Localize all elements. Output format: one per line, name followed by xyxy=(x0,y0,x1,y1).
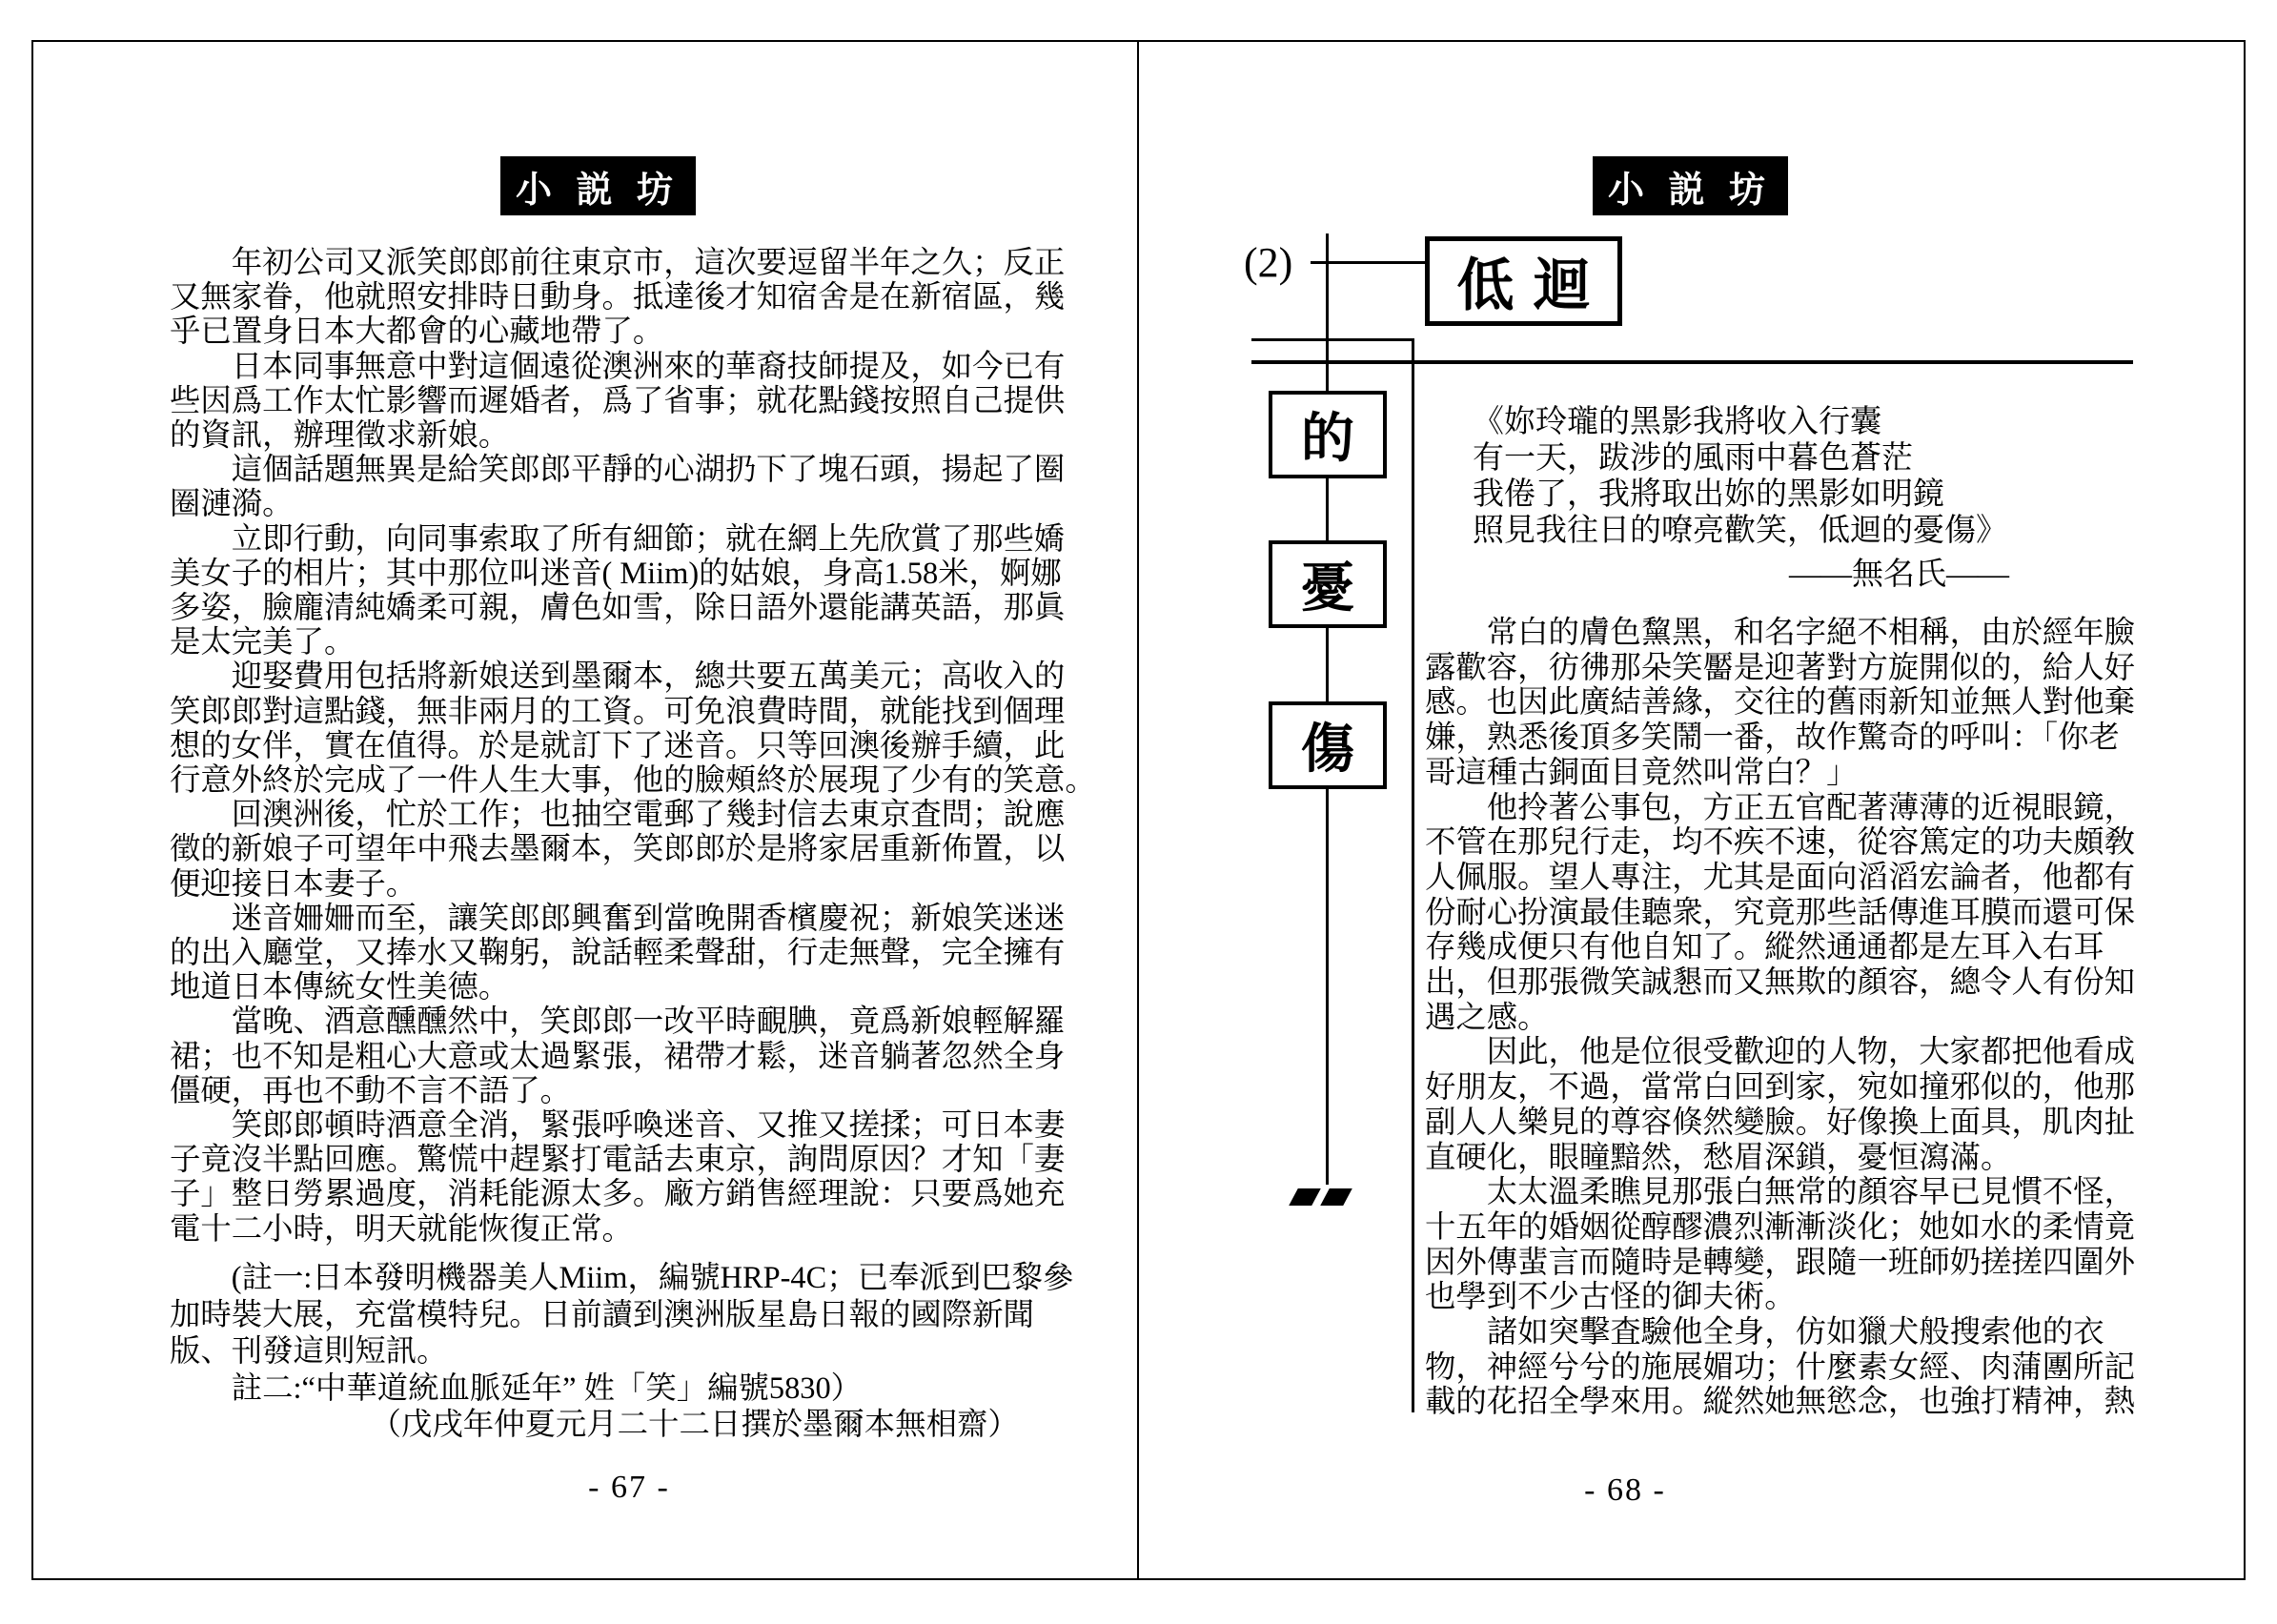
text-line: 日本同事無意中對這個遠從澳洲來的華裔技師提及，如今已有 xyxy=(170,349,1066,384)
text-line: 十五年的婚姻從醇醪濃烈漸漸淡化；她如水的柔情竟 xyxy=(1425,1209,2135,1245)
text-line: 遇之感。 xyxy=(1425,1000,1549,1035)
text-line: 加時裝大展，充當模特兒。日前讀到澳洲版星島日報的國際新聞 xyxy=(170,1297,1034,1332)
text-line: 的資訊，辦理徵求新娘。 xyxy=(170,418,510,454)
story-title-box xyxy=(1425,236,1622,326)
text-line: 笑郎郎頓時酒意全消，緊張呼喚迷音、又推又搓揉；可日本妻 xyxy=(170,1108,1066,1144)
text-line: 載的花招全學來用。縱然她無慾念，也強打精神，熱 xyxy=(1425,1385,2135,1420)
text-line: 回澳洲後，忙於工作；也抽空電郵了幾封信去東京査問；說應 xyxy=(170,798,1066,833)
text-line: 感。也因此廣結善緣，交往的舊雨新知並無人對他棄 xyxy=(1425,685,2135,721)
column-badge-right-label: 小 説 坊 xyxy=(1607,170,1773,211)
part-number: (2) xyxy=(1244,239,1293,286)
text-line: 《妳玲瓏的黑影我將收入行囊 xyxy=(1473,405,1881,439)
header-rule-short xyxy=(1251,338,1414,341)
poem-attribution: ——無名氏—— xyxy=(1789,558,2009,592)
poem-quote xyxy=(1473,404,2197,549)
text-line: 電十二小時，明天就能恢復正常。 xyxy=(170,1211,633,1247)
text-line: 立即行動，向同事索取了所有細節；就在網上先欣賞了那些嬌 xyxy=(170,521,1066,557)
text-line: 是太完美了。 xyxy=(170,625,356,660)
text-line: 照見我往日的嘹亮歡笑，低迴的憂傷》 xyxy=(1473,514,2007,548)
text-line: 我倦了，我將取出妳的黑影如明鏡 xyxy=(1473,477,1944,512)
page-68 xyxy=(1139,40,2246,1580)
text-line: 哥這種古銅面目竟然叫常白？」 xyxy=(1425,755,1858,790)
text-line: 露歡容，彷彿那朵笑靨是迎著對方旋開似的，給人好 xyxy=(1425,650,2135,685)
ditto-mark xyxy=(1293,1188,1356,1210)
subtitle-char-box-1 xyxy=(1269,391,1387,478)
page-number-67: - 67 - xyxy=(588,1470,670,1505)
text-line: 好朋友，不過，當常白回到家，宛如撞邪似的，他那 xyxy=(1425,1070,2135,1106)
text-line: (註一:日本發明機器美人Miim，編號HRP-4C；已奉派到巴黎參 xyxy=(170,1261,1074,1295)
text-line: 諸如突擊査驗他全身，仿如獵犬般搜索他的衣 xyxy=(1425,1315,2104,1350)
subtitle-char-3: 傷 xyxy=(1301,721,1354,780)
text-line: 這個話題無異是給笑郎郎平靜的心湖扔下了塊石頭，揚起了圈 xyxy=(170,453,1066,488)
text-line: 嫌，熟悉後頂多笑鬧一番，故作驚奇的呼叫：「你老 xyxy=(1425,721,2120,756)
text-line: 因此，他是位很受歡迎的人物，大家都把他看成 xyxy=(1425,1035,2135,1070)
story-text-left xyxy=(170,246,1104,1247)
column-badge-left-label: 小 説 坊 xyxy=(515,170,681,211)
header-rule-long xyxy=(1251,360,2133,364)
text-line: 他拎著公事包，方正五官配著薄薄的近視眼鏡， xyxy=(1425,790,2135,825)
page-number-68: - 68 - xyxy=(1584,1472,1666,1508)
text-line: 便迎接日本妻子。 xyxy=(170,866,417,902)
text-line: 不管在那兒行走，均不疾不速，從容篤定的功夫頗敎 xyxy=(1425,825,2135,861)
text-left-vertical-rule xyxy=(1412,338,1414,1412)
text-line: 出，但那張微笑誠懇而又無欺的顏容，總令人有份知 xyxy=(1425,965,2135,1001)
column-badge-right xyxy=(1593,156,1788,215)
text-line: 直硬化，眼瞳黯然，愁眉深鎖，憂恒瀉滿。 xyxy=(1425,1140,2012,1175)
text-line: 物，神經兮兮的施展媚功；什麼素女經、肉蒲團所記 xyxy=(1425,1350,2135,1385)
text-line: 人佩服。望人專注，尤其是面向滔滔宏論者，他都有 xyxy=(1425,860,2135,895)
page-67 xyxy=(31,40,1137,1580)
column-badge-left xyxy=(500,156,696,215)
text-line: 圈漣漪。 xyxy=(170,487,294,522)
text-line: 版、刊發這則短訊。 xyxy=(170,1334,448,1369)
subtitle-char-box-2 xyxy=(1269,540,1387,628)
text-line: 子」整日勞累過度，消耗能源太多。廠方銷售經理說：只要爲她充 xyxy=(170,1177,1066,1212)
text-line: 乎已置身日本大都會的心藏地帶了。 xyxy=(170,315,664,350)
story-title: 低迴 xyxy=(1456,254,1610,317)
text-line: 的出入廳堂，又捧水又鞠躬，說話輕柔聲甜，行走無聲，完全擁有 xyxy=(170,936,1066,971)
text-line: 常白的膚色黧黑，和名字絕不相稱，由於經年臉 xyxy=(1425,616,2135,650)
text-line: 迎娶費用包括將新娘送到墨爾本，總共要五萬美元；高收入的 xyxy=(170,660,1066,695)
text-line: 多姿，臉龐清純嬌柔可親，膚色如雪，除日語外還能講英語，那眞 xyxy=(170,591,1066,626)
text-line: 僵硬，再也不動不言不語了。 xyxy=(170,1073,572,1108)
text-line: 因外傳蜚言而隨時是轉變，跟隨一班師奶搓搓四圍外 xyxy=(1425,1245,2135,1280)
subtitle-char-1: 的 xyxy=(1301,410,1354,469)
text-line: 想的女伴，實在值得。於是就訂下了迷音。只等回澳後辦手續，此 xyxy=(170,728,1066,763)
text-line: 子竟沒半點回應。驚慌中趕緊打電話去東京，詢問原因？才知「妻 xyxy=(170,1143,1066,1178)
text-line: 地道日本傳統女性美德。 xyxy=(170,970,510,1005)
text-line: 笑郎郎對這點錢，無非兩月的工資。可免浪費時間，就能找到個理 xyxy=(170,694,1066,729)
text-line: 當晚、酒意醺醺然中，笑郎郎一改平時靦腆，竟爲新娘輕解羅 xyxy=(170,1005,1066,1040)
subtitle-char-box-3 xyxy=(1269,701,1387,789)
text-line: （戊戌年仲夏元月二十二日撰於墨爾本無相齋） xyxy=(170,1408,1019,1442)
text-line: 註二:“中華道統血脈延年” 姓「笑」編號5830） xyxy=(170,1370,863,1406)
text-line: 徵的新娘子可望年中飛去墨爾本，笑郎郎於是將家居重新佈置，以 xyxy=(170,832,1066,867)
text-line: 年初公司又派笑郎郎前往東京市，這次要逗留半年之久；反正 xyxy=(170,246,1066,280)
footnote-text xyxy=(170,1260,1104,1444)
text-line: 太太溫柔瞧見那張白無常的顏容早已見慣不怪， xyxy=(1425,1175,2135,1210)
text-line: 迷音姍姍而至，讓笑郎郎興奮到當晚開香檳慶祝；新娘笑迷迷 xyxy=(170,901,1066,936)
story-text-right xyxy=(1425,616,2140,1420)
subtitle-char-2: 憂 xyxy=(1301,559,1354,619)
text-line: 裙；也不知是粗心大意或太過緊張，裙帶才鬆，迷音躺著忽然全身 xyxy=(170,1039,1066,1074)
text-line: 副人人樂見的尊容倏然變臉。好像換上面具，肌肉扯 xyxy=(1425,1105,2135,1140)
text-line: 行意外終於完成了一件人生大事，他的臉頰終於展現了少有的笑意。 xyxy=(170,763,1096,799)
text-line: 美女子的相片；其中那位叫迷音( Miim)的姑娘，身高1.58米，婀娜 xyxy=(170,556,1062,591)
title-connector-rule xyxy=(1311,261,1427,264)
text-line: 份耐心扮演最佳聽衆，究竟那些話傳進耳膜而還可保 xyxy=(1425,895,2135,930)
text-line: 也學到不少古怪的御夫術。 xyxy=(1425,1280,1796,1315)
text-line: 有一天，跋涉的風雨中暮色蒼茫 xyxy=(1473,441,1913,476)
text-line: 些因爲工作太忙影響而遲婚者，爲了省事；就花點錢按照自己提供 xyxy=(170,383,1066,418)
text-line: 存幾成便只有他自知了。縱然通通都是左耳入右耳 xyxy=(1425,930,2104,965)
text-line: 又無家眷，他就照安排時日動身。抵達後才知宿舍是在新宿區，幾 xyxy=(170,280,1066,315)
